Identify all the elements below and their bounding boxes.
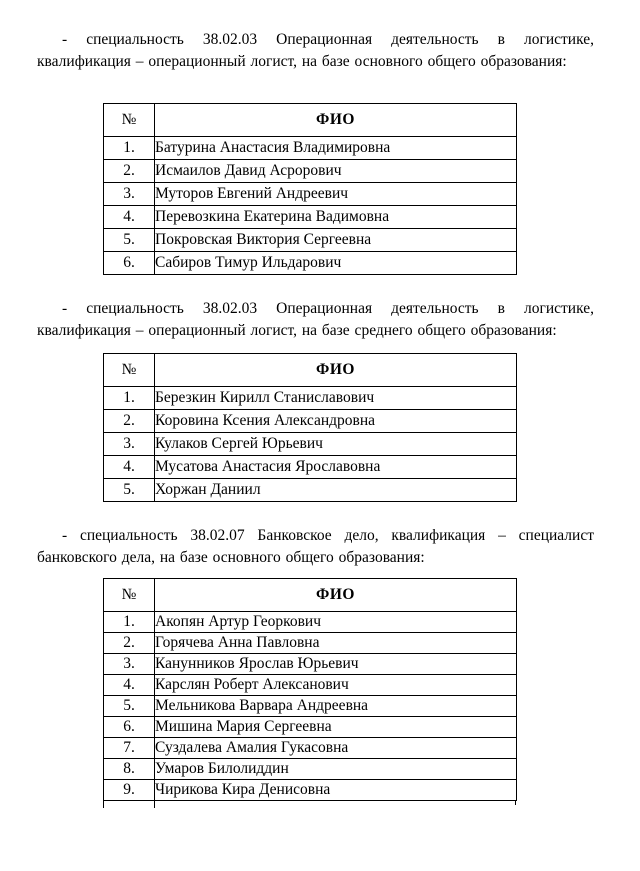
row-fio: Батурина Анастасия Владимировна (155, 137, 517, 160)
row-number: 1. (104, 137, 155, 160)
roster-table (103, 578, 517, 801)
roster-table (103, 353, 517, 502)
table-row (104, 780, 517, 801)
table-row (104, 252, 517, 275)
row-fio: Чирикова Кира Денисовна (155, 780, 517, 801)
row-number: 9. (104, 780, 155, 801)
row-number: 4. (104, 206, 155, 229)
table-row (104, 738, 517, 759)
row-number: 1. (104, 387, 155, 410)
row-fio: Умаров Билолиддин (155, 759, 517, 780)
specialty-paragraph: - специальность 38.02.03 Операционная деятельность в логистике, квалификация – операционный логист, на базе среднего общего образования: (37, 300, 594, 339)
table-row (104, 612, 517, 633)
row-fio: Хоржан Даниил (155, 479, 517, 502)
row-number: 4. (104, 456, 155, 479)
table-row (104, 456, 517, 479)
col-header-fio: ФИО (155, 104, 517, 137)
row-fio: Перевозкина Екатерина Вадимовна (155, 206, 517, 229)
table-row (104, 387, 517, 410)
row-fio: Мишина Мария Сергеевна (155, 717, 517, 738)
row-number: 3. (104, 183, 155, 206)
row-number: 7. (104, 738, 155, 759)
row-number: 5. (104, 696, 155, 717)
row-fio: Мусатова Анастасия Ярославовна (155, 456, 517, 479)
table-row (104, 696, 517, 717)
row-fio: Карслян Роберт Алексанович (155, 675, 517, 696)
row-number: 5. (104, 229, 155, 252)
specialty-paragraph: - специальность 38.02.03 Операционная деятельность в логистике, квалификация – операционный логист, на базе основного общего образования: (37, 31, 594, 70)
table-row (104, 717, 517, 738)
specialty-paragraph: - специальность 38.02.07 Банковское дело, квалификация – специалист банковского дела, на базе основного общего образования: (37, 527, 594, 566)
cutoff-stub-right-border (515, 801, 516, 805)
row-fio: Коровина Ксения Александровна (155, 410, 517, 433)
col-header-num: № (104, 354, 155, 387)
col-header-num: № (104, 104, 155, 137)
row-number: 2. (104, 633, 155, 654)
specialty-section (0, 525, 640, 809)
col-header-num: № (104, 579, 155, 612)
table-row (104, 759, 517, 780)
row-number: 2. (104, 410, 155, 433)
table-row (104, 654, 517, 675)
row-fio: Канунников Ярослав Юрьевич (155, 654, 517, 675)
row-number: 6. (104, 252, 155, 275)
roster-table (103, 103, 517, 275)
table-row (104, 160, 517, 183)
document-body (0, 29, 640, 809)
row-number: 6. (104, 717, 155, 738)
row-fio: Покровская Виктория Сергеевна (155, 229, 517, 252)
table-row (104, 183, 517, 206)
table-header-row (104, 354, 517, 387)
col-header-fio: ФИО (155, 579, 517, 612)
table-header-row (104, 579, 517, 612)
row-fio: Суздалева Амалия Гукасовна (155, 738, 517, 759)
specialty-section (0, 298, 640, 502)
row-fio: Акопян Артур Георкович (155, 612, 517, 633)
row-fio: Мельникова Варвара Андреевна (155, 696, 517, 717)
row-fio: Кулаков Сергей Юрьевич (155, 433, 517, 456)
row-fio: Исмаилов Давид Асрорович (155, 160, 517, 183)
cutoff-row-stub (103, 801, 516, 809)
row-fio: Горячева Анна Павловна (155, 633, 517, 654)
row-number: 3. (104, 654, 155, 675)
table-row (104, 433, 517, 456)
row-fio: Березкин Кирилл Станиславович (155, 387, 517, 410)
row-fio: Муторов Евгений Андреевич (155, 183, 517, 206)
row-number: 1. (104, 612, 155, 633)
table-row (104, 479, 517, 502)
cutoff-stub-divider (154, 801, 155, 808)
row-number: 3. (104, 433, 155, 456)
table-row (104, 206, 517, 229)
row-number: 5. (104, 479, 155, 502)
col-header-fio: ФИО (155, 354, 517, 387)
table-row (104, 229, 517, 252)
table-row (104, 675, 517, 696)
row-fio: Сабиров Тимур Ильдарович (155, 252, 517, 275)
table-row (104, 410, 517, 433)
table-row (104, 137, 517, 160)
row-number: 2. (104, 160, 155, 183)
cutoff-stub-left-border (103, 801, 104, 808)
table-header-row (104, 104, 517, 137)
row-number: 8. (104, 759, 155, 780)
row-number: 4. (104, 675, 155, 696)
specialty-section (0, 29, 640, 275)
table-row (104, 633, 517, 654)
